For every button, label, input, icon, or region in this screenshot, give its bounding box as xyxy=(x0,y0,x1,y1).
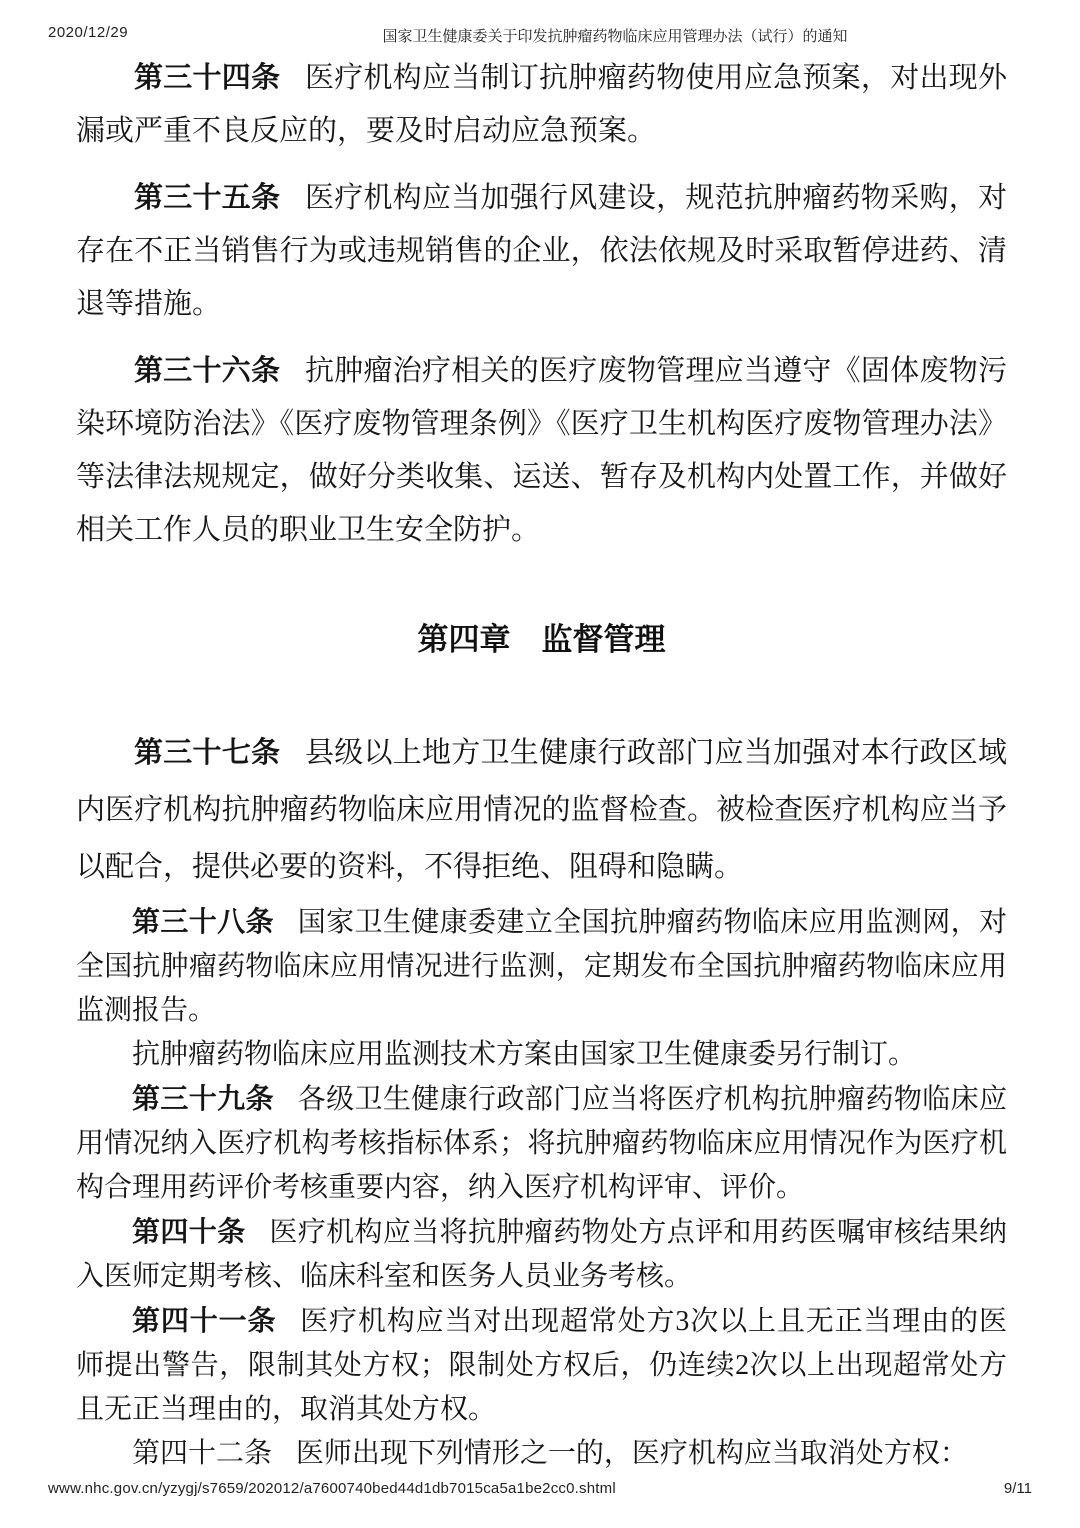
header-date: 2020/12/29 xyxy=(48,24,129,41)
article-35-text: 医疗机构应当加强行风建设，规范抗肿瘤药物采购，对存在不正当销售行为或违规销售的企业，依法依规及时采取暂停进药、清退等措施。 xyxy=(76,182,1007,320)
chapter-heading: 第四章 监督管理 xyxy=(417,622,666,657)
article-41-text: 医疗机构应当对出现超常处方3次以上且无正当理由的医师提出警告，限制其处方权；限制处方权后，仍连续2次以上出现超常处方且无正当理由的，取消其处方权。 xyxy=(76,1306,1007,1425)
article-42-text: 医师出现下列情形之一的，医疗机构应当取消处方权： xyxy=(295,1438,968,1469)
monitoring-plan-text: 抗肿瘤药物临床应用监测技术方案由国家卫生健康委另行制订。 xyxy=(132,1039,917,1070)
paragraph-article-37 xyxy=(76,725,1007,896)
print-header xyxy=(0,24,1080,44)
article-37-text: 县级以上地方卫生健康行政部门应当加强对本行政区域内医疗机构抗肿瘤药物临床应用情况的监督检查。被检查医疗机构应当予以配合，提供必要的资料，不得拒绝、阻碍和隐瞒。 xyxy=(76,737,1007,883)
article-38-number: 第三十八条 xyxy=(132,906,274,937)
article-34-number: 第三十四条 xyxy=(134,62,281,94)
article-39-text: 各级卫生健康行政部门应当将医疗机构抗肿瘤药物临床应用情况纳入医疗机构考核指标体系；将抗肿瘤药物临床应用情况作为医疗机构合理用药评价考核重要内容，纳入医疗机构评审、评价。 xyxy=(76,1084,1007,1203)
article-40-text: 医疗机构应当将抗肿瘤药物处方点评和用药医嘱审核结果纳入医师定期考核、临床科室和医务人员业务考核。 xyxy=(76,1217,1007,1292)
header-document-title: 国家卫生健康委关于印发抗肿瘤药物临床应用管理办法（试行）的通知 xyxy=(382,29,848,45)
print-footer xyxy=(0,1480,1080,1500)
footer-url: www.nhc.gov.cn/yzygj/s7659/202012/a7600740bed44d1db7015ca5a1be2cc0.shtml xyxy=(48,1480,616,1497)
document-content xyxy=(76,52,1007,1476)
article-35-number: 第三十五条 xyxy=(134,182,281,214)
paragraph-monitoring-plan xyxy=(76,1033,1007,1077)
article-34-text: 医疗机构应当制订抗肿瘤药物使用应急预案，对出现外漏或严重不良反应的，要及时启动应急预案。 xyxy=(76,62,1007,147)
paragraph-article-34 xyxy=(76,52,1007,158)
paragraph-article-38 xyxy=(76,900,1007,1033)
article-37-number: 第三十七条 xyxy=(134,737,281,769)
paragraph-article-39 xyxy=(76,1077,1007,1210)
paragraph-article-41 xyxy=(76,1299,1007,1432)
paragraph-article-36 xyxy=(76,345,1007,557)
footer-page-number: 9/11 xyxy=(1003,1480,1032,1497)
paragraph-article-42 xyxy=(76,1432,1007,1476)
paragraph-article-40 xyxy=(76,1210,1007,1299)
article-36-text: 抗肿瘤治疗相关的医疗废物管理应当遵守《固体废物污染环境防治法》《医疗废物管理条例》《医疗卫生机构医疗废物管理办法》等法律法规规定，做好分类收集、运送、暂存及机构内处置工作，并做好相关工作人员的职业卫生安全防护。 xyxy=(76,355,1007,546)
paragraph-article-35 xyxy=(76,172,1007,331)
article-41-number: 第四十一条 xyxy=(132,1305,277,1336)
article-39-number: 第三十九条 xyxy=(132,1083,274,1114)
article-42-number: 第四十二条 xyxy=(132,1438,273,1469)
article-40-number: 第四十条 xyxy=(132,1216,246,1247)
article-38-text: 国家卫生健康委建立全国抗肿瘤药物临床应用监测网，对全国抗肿瘤药物临床应用情况进行监测，定期发布全国抗肿瘤药物临床应用监测报告。 xyxy=(76,907,1007,1026)
article-36-number: 第三十六条 xyxy=(134,355,281,387)
